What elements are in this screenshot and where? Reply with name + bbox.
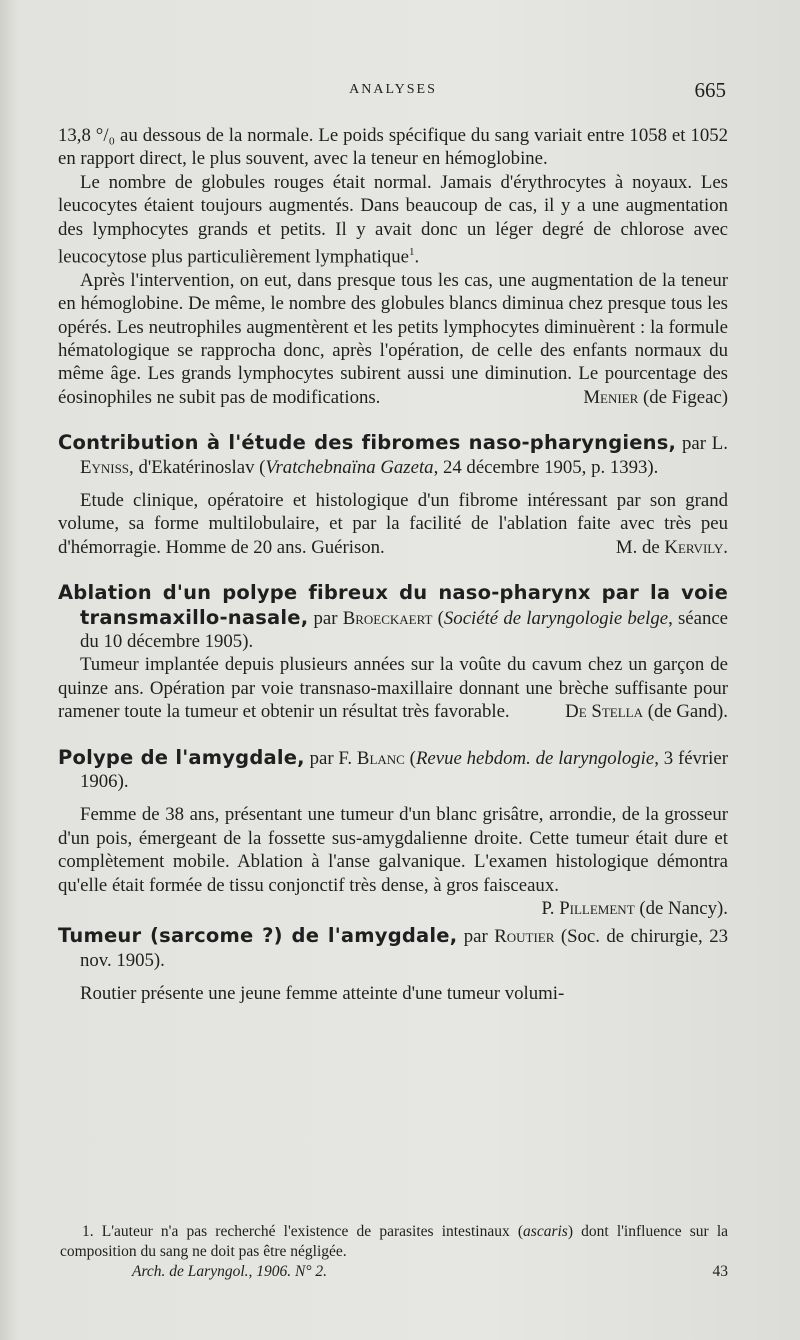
article-signature-prefix: P. bbox=[541, 898, 555, 920]
intro-p3-text: Après l'intervention, on eut, dans presque tous les cas, une augmentation de la teneur en hémoglobine. De même, le nombre des globules blancs diminua chez presque tous les opérés. Les neutrophiles augmentèrent et les petits lymphocytes diminuèrent : la formule hématologique se rapprocha donc, après l'opération, de celle des enfants normaux du même âge. Les grands lymphocytes subirent aussi une diminution. Le pourcentage des éosinophiles ne subit pas de modifications. bbox=[58, 269, 728, 408]
article-tumeur-amygdale bbox=[58, 924, 728, 1005]
article-author: Routier bbox=[494, 926, 555, 948]
footnote-number: 1. bbox=[82, 1223, 94, 1240]
article-signature-name: Pillement bbox=[559, 898, 635, 920]
article-ref-after: , 3 février 1906). bbox=[80, 747, 728, 793]
article-heading bbox=[58, 581, 728, 653]
article-ref-before: ( bbox=[432, 607, 444, 629]
intro-signature bbox=[561, 386, 728, 409]
footnote-text bbox=[60, 1222, 728, 1262]
intro-paragraph-2 bbox=[58, 171, 728, 269]
article-signature bbox=[543, 700, 728, 723]
article-ref-before: , d'Ekatérinoslav ( bbox=[129, 456, 266, 478]
article-author: Broeckaert bbox=[342, 607, 433, 629]
article-ref-after: , 24 décembre 1905, p. 1393). bbox=[433, 456, 659, 478]
article-source: Revue hebdom. de laryngologie bbox=[415, 747, 655, 769]
intro-signature-name: Menier bbox=[583, 386, 639, 408]
article-ref-after: , séance du 10 décembre 1905). bbox=[80, 607, 729, 652]
article-signature-name: Stella bbox=[591, 701, 643, 723]
article-signature-prefix: M. de bbox=[615, 536, 660, 558]
intro-signature-place: (de Figeac) bbox=[643, 386, 728, 408]
article-by: par bbox=[313, 607, 338, 629]
article-text bbox=[58, 489, 728, 559]
footnote bbox=[60, 1222, 728, 1282]
article-title: Polype de l'amygdale, bbox=[58, 745, 305, 769]
article-heading bbox=[58, 746, 728, 794]
article-signature-place: (de Nancy). bbox=[639, 898, 728, 920]
page-body bbox=[58, 124, 728, 1006]
article-author: Eyniss bbox=[80, 456, 130, 478]
article-heading bbox=[58, 924, 728, 972]
intro-paragraph-3 bbox=[58, 269, 728, 409]
intro-p2-end: . bbox=[414, 246, 420, 268]
article-by: par F. bbox=[309, 747, 353, 769]
article-source: Vratchebnaïna Gazeta bbox=[265, 456, 434, 478]
article-signature-prefix: De bbox=[565, 701, 587, 723]
intro-paragraph-1: 13,8 °/₀ au dessous de la normale. Le poids spécifique du sang variait entre 1058 et 1052 en rapport direct, le plus souvent, avec la teneur en hémoglobine. bbox=[58, 125, 728, 170]
signature-mark: 43 bbox=[712, 1263, 728, 1280]
article-body: Etude clinique, opératoire et histologique d'un fibrome intéressant par son grand volume, sa forme multilobulaire, et par la facilité de l'ablation faite avec très peu d'hémorragie. Homme de 20 ans. Guérison. bbox=[58, 489, 728, 558]
article-title: Ablation d'un polype fibreux du naso-pharynx par la voie transmaxillo-nasale, bbox=[58, 581, 728, 629]
article-signature bbox=[594, 536, 728, 559]
footnote-text-after: ) dont l'influence sur la composition du sang ne doit pas être négligée. bbox=[60, 1223, 729, 1260]
article-fibromes bbox=[58, 431, 728, 559]
article-signature bbox=[58, 897, 728, 920]
article-by: par L. bbox=[682, 433, 728, 455]
page-number: 665 bbox=[694, 78, 726, 102]
article-text bbox=[58, 653, 728, 723]
article-heading bbox=[58, 431, 728, 479]
footnote-ref: 1 bbox=[409, 246, 415, 259]
article-polype-amygdale bbox=[58, 746, 728, 921]
journal-reference: Arch. de Laryngol., 1906. N° 2. bbox=[132, 1263, 328, 1280]
article-body: Tumeur implantée depuis plusieurs années sur la voûte du cavum chez un garçon de quinze ans. Opération par voie transnaso-maxillaire donnant une brèche suffisante pour ramener toute la tumeur et obtenir un résultat très favorable. bbox=[58, 654, 728, 723]
article-title: Contribution à l'étude des fibromes naso-pharyngiens, bbox=[58, 431, 677, 455]
article-ref-before: ( bbox=[404, 747, 416, 769]
running-title: ANALYSES bbox=[349, 82, 437, 97]
footnote-emph: ascaris bbox=[523, 1223, 568, 1240]
article-source: Société de laryngologie belge bbox=[443, 607, 669, 629]
article-signature-place: (de Gand). bbox=[647, 701, 728, 723]
article-ref: (Soc. de chirurgie, 23 nov. 1905). bbox=[80, 926, 728, 971]
intro-p2-text: Le nombre de globules rouges était normal. Jamais d'érythrocytes à noyaux. Les leucocytes étaient toujours augmentés. Dans beaucoup de cas, il y a une augmentation des lymphocytes grands et petits. Il y avait donc un léger degré de chlorose avec leucocytose plus particulièrement lymphatique bbox=[58, 171, 728, 268]
article-title: Tumeur (sarcome ?) de l'amygdale, bbox=[58, 924, 458, 948]
article-signature-name: Kervily. bbox=[664, 536, 728, 558]
journal-signature-line bbox=[60, 1262, 728, 1282]
article-polype-naso-pharynx bbox=[58, 581, 728, 723]
article-author: Blanc bbox=[356, 747, 405, 769]
article-text: Routier présente une jeune femme atteinte d'une tumeur volumi- bbox=[80, 983, 565, 1005]
footnote-text-before: L'auteur n'a pas recherché l'existence de parasites intestinaux ( bbox=[101, 1223, 524, 1240]
page-header bbox=[60, 78, 726, 108]
article-text: Femme de 38 ans, présentant une tumeur d'un blanc grisâtre, arrondie, de la grosseur d'un pois, émergeant de la fossette sus-amygdalienne droite. Cette tumeur était dure et complètement mobile. Ablation à l'anse galvanique. L'examen histologique démontra qu'elle était formée de tissu conjonctif très dense, à gros faisceaux. bbox=[58, 804, 728, 896]
article-by: par bbox=[463, 926, 488, 948]
